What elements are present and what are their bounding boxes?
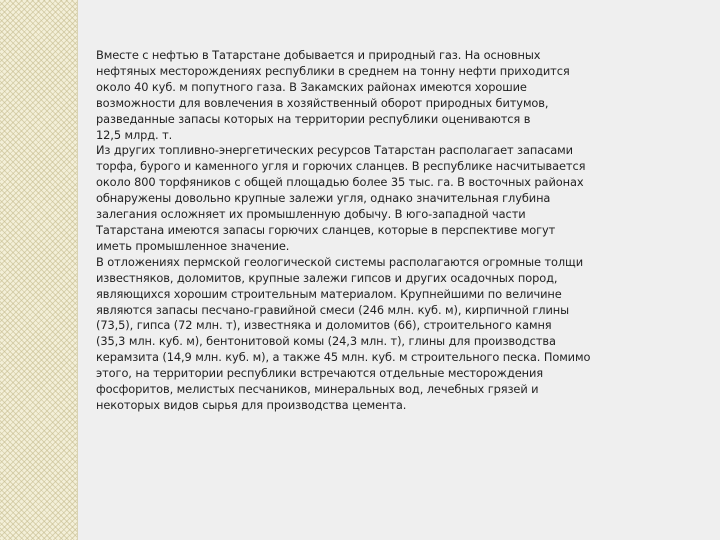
text-line: около 40 куб. м попутного газа. В Закамских районах имеются хорошие [96, 79, 527, 94]
text-line: Татарстана имеются запасы горючих сланцев, которые в перспективе могут [96, 222, 556, 237]
text-line: возможности для вовлечения в хозяйственный оборот природных битумов, [96, 95, 549, 110]
text-line: обнаружены довольно крупные залежи угля, однако значительная глубина [96, 191, 551, 206]
text-line: иметь промышленное значение. [96, 238, 290, 253]
text-line: известняков, доломитов, крупные залежи гипсов и других осадочных пород, [96, 270, 558, 285]
text-line: (35,3 млн. куб. м), бентонитовой комы (24,3 млн. т), глины для производства [96, 334, 556, 349]
text-line: около 800 торфяников с общей площадью более 35 тыс. га. В восточных районах [96, 175, 584, 190]
text-line: керамзита (14,9 млн. куб. м), а также 45 млн. куб. м строительного песка. Помимо [96, 350, 591, 365]
text-line: залегания осложняет их промышленную добычу. В юго-западной части [96, 207, 526, 222]
paragraph-gas-bitumen [96, 48, 608, 143]
text-line: (73,5), гипса (72 млн. т), известняка и доломитов (66), строительного камня [96, 318, 552, 333]
paragraph-building-materials [96, 255, 608, 414]
text-line: некоторых видов сырья для производства цемента. [96, 397, 407, 412]
text-line: этого, на территории республики встречаются отдельные месторождения [96, 366, 544, 381]
text-line: В отложениях пермской геологической системы располагаются огромные толщи [96, 254, 583, 269]
text-line: торфа, бурого и каменного угля и горючих сланцев. В республике насчитывается [96, 159, 586, 174]
body-text [96, 48, 608, 414]
text-line: 12,5 млрд. т. [96, 127, 173, 142]
text-line: разведанные запасы которых на территории республики оцениваются в [96, 111, 531, 126]
text-line: Из других топливно-энергетических ресурсов Татарстан располагает запасами [96, 143, 573, 158]
decorative-side-strip [0, 0, 77, 540]
text-line: являются запасы песчано-гравийной смеси (246 млн. куб. м), кирпичной глины [96, 302, 570, 317]
text-line: фосфоритов, мелистых песчаников, минеральных вод, лечебных грязей и [96, 382, 539, 397]
text-line: Вместе с нефтью в Татарстане добывается и природный газ. На основных [96, 48, 541, 62]
side-strip-edge [77, 0, 78, 540]
paragraph-fuel-resources [96, 143, 608, 254]
text-line: являющихся хорошим строительным материалом. Крупнейшими по величине [96, 286, 562, 301]
text-line: нефтяных месторождениях республики в среднем на тонну нефти приходится [96, 63, 570, 78]
